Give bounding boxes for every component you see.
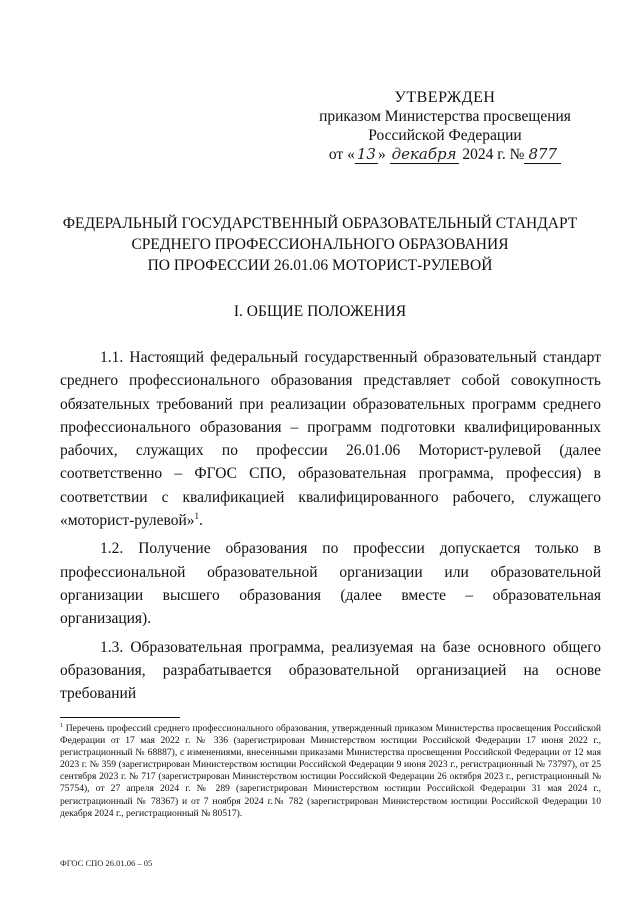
footnote (60, 723, 601, 820)
document-body (60, 346, 601, 705)
approval-title: УТВЕРЖДЕН (394, 89, 496, 106)
paragraph-1-1-end: . (199, 512, 203, 530)
handwritten-month: декабря (391, 145, 457, 163)
date-year: 2024 г. № (462, 146, 525, 163)
approval-stamp (300, 88, 590, 164)
footnote-reference: 1 (194, 510, 200, 521)
standard-title-line-2: СРЕДНЕГО ПРОФЕССИОНАЛЬНОГО ОБРАЗОВАНИЯ (131, 236, 509, 253)
handwritten-order-number: 877 (524, 145, 561, 164)
paragraph-1-2: 1.2. Получение образования по профессии допускается только в профессиональной образовательной организации или образовательной организации высшего образования (далее вместе – образовательная организация). (60, 540, 601, 628)
approval-date-line (300, 145, 590, 164)
date-close: » (377, 146, 386, 163)
handwritten-day: 13 (356, 145, 376, 163)
approval-line-1: приказом Министерства просвещения (319, 108, 571, 125)
standard-title (40, 213, 600, 276)
paragraph-1-1-text: 1.1. Настоящий федеральный государственный образовательный стандарт среднего профессионального образования представляет собой совокупность обязательных требований при реализации образовательных программ среднего профессионального образования – программ подготовки квалифицированных рабочих, служащих по профессии 26.01.06 Моторист-рулевой (далее соответственно – ФГОС СПО, образовательная программа, профессия) в соответствии с квалификацией квалифицированного рабочего, служащего «моторист-рулевой» (60, 349, 601, 530)
standard-title-line-3: ПО ПРОФЕССИИ 26.01.06 МОТОРИСТ-РУЛЕВОЙ (147, 257, 493, 274)
standard-title-line-1: ФЕДЕРАЛЬНЫЙ ГОСУДАРСТВЕННЫЙ ОБРАЗОВАТЕЛЬНЫЙ СТАНДАРТ (62, 215, 578, 232)
paragraph-1-3: 1.3. Образовательная программа, реализуемая на базе основного общего образования, разрабатывается образовательной организацией на основе требований (60, 638, 601, 703)
date-prefix: от « (328, 146, 355, 163)
section-heading: I. ОБЩИЕ ПОЛОЖЕНИЯ (233, 303, 407, 320)
paragraph-1-1 (60, 346, 601, 532)
footnote-mark: 1 (60, 722, 63, 729)
footnote-text: Перечень профессий среднего профессионального образования, утвержденный приказом Министерства просвещения Российской Федерации от 17 мая 2022 г. № 336 (зарегистрирован Министерством юстиции Российской Федерации 17 июня 2022 г., регистрационный № 68887), с изменениями, внесенными приказами Министерства просвещения Российской Федерации от 12 мая 2023 г. № 359 (зарегистрирован Министерством юстиции Российской Федерации 9 июня 2023 г., регистрационный № 73797), от 25 сентября 2023 г. № 717 (зарегистрирован Министерством юстиции Российской Федерации 26 октября 2023 г., регистрационный № 75754), от 27 апреля 2024 г. № 289 (зарегистрирован Министерством юстиции Российской Федерации 31 мая 2024 г., регистрационный № 78367) и от 7 ноября 2024 г.№ 782 (зарегистрирован Министерством юстиции Российской Федерации 10 декабря 2024 г., регистрационный № 80517). (60, 723, 601, 819)
approval-line-2: Российской Федерации (368, 127, 522, 144)
page-footer: ФГОС СПО 26.01.06 – 05 (60, 858, 153, 868)
footnote-separator (60, 717, 180, 718)
